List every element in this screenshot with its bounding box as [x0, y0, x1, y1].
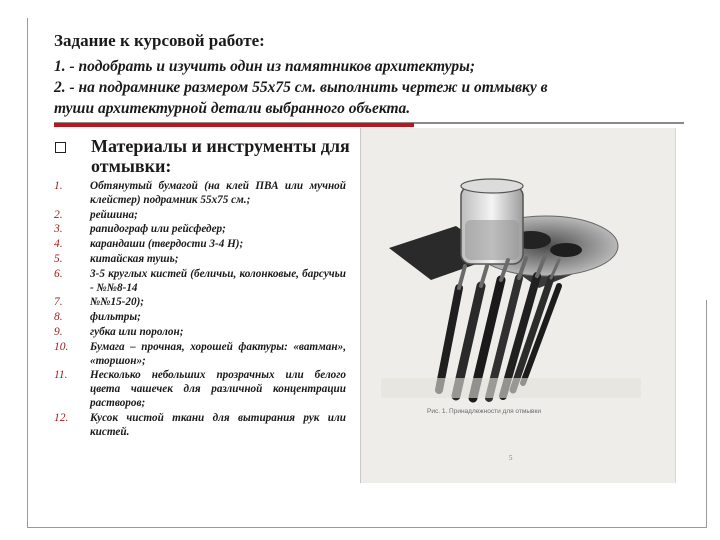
item-number: 9.	[54, 325, 63, 338]
item-text: китайская тушь;	[90, 252, 179, 265]
item-text: губка или поролон;	[90, 325, 184, 338]
task-line-1: 1. - подобрать и изучить один из памятников архитектуры;	[54, 58, 476, 75]
task-text	[54, 56, 694, 119]
tools-photo	[360, 128, 676, 483]
materials-list	[54, 180, 346, 440]
task-line-3: туши архитектурной детали выбранного объекта.	[54, 100, 411, 117]
divider-red	[54, 123, 414, 127]
tools-photo-illustration	[361, 128, 675, 483]
item-text: Несколько небольших прозрачных или белого цвета чашечек для различной концентрации растворов;	[90, 369, 346, 409]
list-item	[54, 341, 346, 369]
item-text: Кусок чистой ткани для вытирания рук или кистей.	[90, 411, 346, 438]
list-item	[54, 268, 346, 296]
item-text: №№15-20);	[90, 296, 145, 309]
photo-caption: Рис. 1. Принадлежности для отмывки	[427, 408, 541, 415]
list-item	[54, 311, 346, 325]
slide-frame-left	[27, 18, 42, 528]
item-text: рейшина;	[90, 208, 138, 221]
item-text: карандаши (твердости 3-4 Н);	[90, 238, 244, 251]
list-item	[54, 296, 346, 310]
slide-title: Задание к курсовой работе:	[54, 31, 265, 50]
list-item	[54, 253, 346, 267]
materials-heading: Материалы и инструменты для отмывки:	[91, 136, 350, 176]
item-number: 10.	[54, 340, 69, 353]
slide-frame-bottom	[27, 527, 707, 528]
list-item	[54, 223, 346, 237]
slide-frame-right	[706, 300, 707, 528]
item-number: 1.	[54, 180, 63, 192]
item-number: 5.	[54, 252, 63, 265]
item-number: 12.	[54, 411, 69, 424]
item-number: 6.	[54, 267, 63, 280]
item-number: 4.	[54, 238, 63, 251]
list-item	[54, 238, 346, 252]
square-bullet-icon	[55, 142, 66, 153]
photo-page-number: 5	[509, 454, 513, 462]
item-text: Обтянутый бумагой (на клей ПВА или мучной клейстер) подрамник 55х75 см.;	[90, 180, 346, 206]
item-number: 11.	[54, 369, 68, 382]
list-item	[54, 180, 346, 208]
item-number: 7.	[54, 296, 63, 309]
item-number: 8.	[54, 311, 63, 324]
item-text: рапидограф или рейсфедер;	[90, 223, 226, 236]
item-text: фильтры;	[90, 311, 141, 324]
list-item	[54, 369, 346, 410]
item-text: Бумага – прочная, хорошей фактуры: «ватман», «торшон»;	[90, 340, 346, 367]
item-number: 3.	[54, 223, 63, 236]
task-line-2: 2. - на подрамнике размером 55х75 см. выполнить чертеж и отмывку в	[54, 79, 548, 96]
item-number: 2.	[54, 208, 63, 221]
item-text: 3-5 круглых кистей (беличьи, колонковые, барсучьи - №№8-14	[90, 267, 346, 294]
list-item	[54, 326, 346, 340]
list-item	[54, 412, 346, 440]
list-item	[54, 209, 346, 223]
